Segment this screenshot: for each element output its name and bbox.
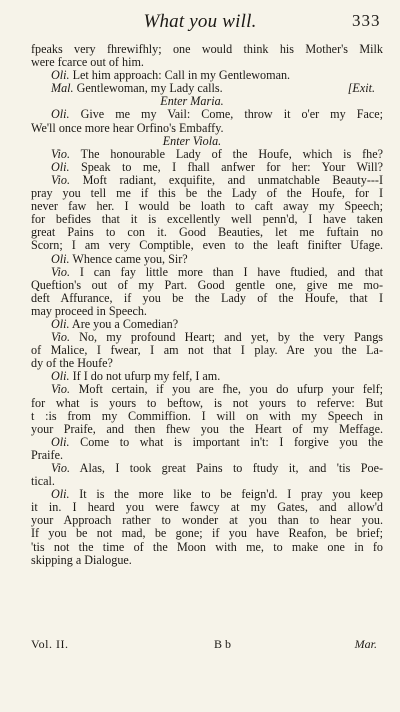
line-text <box>31 200 383 213</box>
speaker-name: Mal. <box>51 82 74 96</box>
dialogue-text: Alas, I took great Pains to ftudy it, and 'tis Poe- <box>70 462 383 475</box>
speaker-name: Vio. <box>51 331 70 345</box>
line-text <box>51 108 383 121</box>
dialogue-text: We'll once more hear Orfino's Embaffy. <box>31 121 224 135</box>
dialogue-text: If I do not ufurp my felf, I am. <box>69 370 221 384</box>
dialogue-text: for befides that it is excellently well penn'd, I have taken <box>31 213 383 227</box>
text-line <box>31 161 383 174</box>
line-text <box>31 305 147 318</box>
dialogue-text: Come to what is important in't: I forgive you the <box>69 435 383 449</box>
line-text <box>31 226 383 239</box>
text-line <box>31 200 383 213</box>
dialogue-text: your Praife, and then fhew you the Heart of my Meffage. <box>31 422 383 436</box>
dialogue-text: Enter Maria. <box>160 95 224 109</box>
text-line <box>31 397 383 410</box>
speaker-name: Oli. <box>51 370 70 384</box>
stage-direction <box>31 95 383 108</box>
text-line <box>31 357 383 370</box>
text-line <box>31 488 383 501</box>
text-line <box>31 331 383 344</box>
line-text <box>51 488 383 501</box>
line-text <box>51 174 383 187</box>
dialogue-text: Praife. <box>31 448 64 462</box>
text-line <box>31 449 383 462</box>
dialogue-text: The honourable Lady of the Houfe, which is fhe? <box>70 147 383 161</box>
speaker-name: Oli. <box>51 488 70 502</box>
dialogue-text: were fcarce out of him. <box>31 56 144 70</box>
text-line <box>31 423 383 436</box>
text-line <box>31 174 383 187</box>
line-text <box>31 357 113 370</box>
speaker-name: Vio. <box>51 147 70 161</box>
line-text <box>51 370 220 383</box>
text-line <box>31 266 383 279</box>
dialogue-text: No, my profound Heart; and yet, by the very Pangs <box>70 331 383 345</box>
dialogue-text: Scorn; I am very Comptible, even to the leaft finifter Ufage. <box>31 239 383 253</box>
text-line <box>31 122 383 135</box>
speaker-name: Oli. <box>51 108 70 122</box>
text-line <box>31 554 383 567</box>
page-number: 333 <box>352 11 381 30</box>
volume-marker: Vol. II. <box>31 637 69 651</box>
text-line <box>31 370 383 383</box>
dialogue-text: Moft radiant, exquifite, and unmatchable Beauty---I <box>70 173 383 187</box>
dialogue-text: Speak to me, I fhall anfwer for her: Your Will? <box>69 160 383 174</box>
line-text <box>31 475 55 488</box>
speaker-name: Vio. <box>51 383 70 397</box>
line-text <box>31 423 383 436</box>
speaker-name: Vio. <box>51 265 70 279</box>
dialogue-text: I can fay little more than I have ftudied, and that <box>70 265 383 279</box>
text-line <box>31 475 383 488</box>
line-text <box>31 239 383 252</box>
dialogue-text: pray you tell me if this be the Lady of the Houfe, for I <box>31 187 383 201</box>
dialogue-text: 'tis not the time of the Moon with me, to make one in fo <box>31 540 383 554</box>
text-line <box>31 383 383 396</box>
text-line <box>31 541 383 554</box>
speaker-name: Oli. <box>51 435 70 449</box>
line-text <box>31 527 383 540</box>
line-text <box>31 554 132 567</box>
text-line <box>31 56 383 69</box>
speaker-name: Oli. <box>51 317 70 331</box>
line-text <box>31 514 383 527</box>
dialogue-text: Whence came you, Sir? <box>69 252 188 266</box>
dialogue-text: t :is from my Commiffion. I will on with my Speech in <box>31 409 383 423</box>
dialogue-text: fpeaks very fhrewifhly; one would think his Mother's Milk <box>31 43 383 56</box>
line-text <box>51 82 223 95</box>
line-text <box>31 344 383 357</box>
line-text <box>31 56 144 69</box>
line-text <box>51 148 383 161</box>
stage-direction <box>31 135 383 148</box>
text-line <box>31 148 383 161</box>
dialogue-text: dy of the Houfe? <box>31 357 113 371</box>
line-text <box>51 436 383 449</box>
dialogue-text: Give me my Vail: Come, throw it o'er my Face; <box>69 108 383 122</box>
text-line <box>31 239 383 252</box>
text-line <box>31 108 383 121</box>
speaker-name: Vio. <box>51 173 70 187</box>
line-text <box>31 213 383 226</box>
speaker-name: Oli. <box>51 160 70 174</box>
dialogue-text: Gentlewoman, my Lady calls. <box>73 82 223 96</box>
line-text <box>160 95 223 108</box>
dialogue-text: It is the more like to be feign'd. I pray you keep <box>69 488 383 502</box>
text-line <box>31 344 383 357</box>
play-text <box>31 43 383 567</box>
text-line <box>31 69 383 82</box>
speaker-name: Oli. <box>51 252 70 266</box>
text-line <box>31 82 383 95</box>
line-text <box>51 266 383 279</box>
text-line <box>31 436 383 449</box>
line-text <box>31 122 224 135</box>
line-text <box>31 279 383 292</box>
dialogue-text: of Malice, I fwear, I am not that I play. Are you the La- <box>31 344 383 358</box>
dialogue-text: Queftion's out of my Part. Good gentle one, give me mo- <box>31 278 383 292</box>
line-text <box>51 69 290 82</box>
dialogue-text: Are you a Comedian? <box>69 317 179 331</box>
text-line <box>31 501 383 514</box>
dialogue-text: If you be not mad, be gone; if you have Reafon, be brief; <box>31 527 383 541</box>
page-footer <box>31 637 383 651</box>
text-line <box>31 410 383 423</box>
line-text <box>31 541 383 554</box>
text-line <box>31 514 383 527</box>
text-line <box>31 527 383 540</box>
running-title: What you will. <box>143 11 257 32</box>
dialogue-text: great Pains to con it. Good Beauties, let me fuftain no <box>31 226 383 240</box>
dialogue-text: skipping a Dialogue. <box>31 553 132 567</box>
line-text <box>163 135 221 148</box>
dialogue-text: tical. <box>31 475 55 489</box>
dialogue-text: Enter Viola. <box>162 134 222 148</box>
line-text <box>31 43 383 56</box>
line-text <box>51 253 188 266</box>
line-text <box>51 462 383 475</box>
dialogue-text: for what is yours to beftow, is not yours to referve: But <box>31 396 383 410</box>
text-line <box>31 279 383 292</box>
line-text <box>51 318 178 331</box>
line-text <box>31 449 63 462</box>
line-text <box>31 501 383 514</box>
dialogue-text: deft Affurance, if you be the Lady of the Houfe, that I <box>31 291 383 305</box>
text-line <box>31 187 383 200</box>
line-text <box>51 161 383 174</box>
line-text <box>31 292 383 305</box>
text-line <box>31 318 383 331</box>
dialogue-text: it in. I heard you were fawcy at my Gates, and allow'd <box>31 501 383 515</box>
speaker-name: Vio. <box>51 462 70 475</box>
text-line <box>31 253 383 266</box>
text-line <box>31 292 383 305</box>
dialogue-text: never faw her. I would be loath to caft away my Speech; <box>31 200 383 214</box>
dialogue-text: Let him approach: Call in my Gentlewoman. <box>69 69 291 83</box>
signature-mark: B b <box>214 637 232 651</box>
text-line <box>31 43 383 56</box>
dialogue-text: Moft certain, if you are fhe, you do ufurp your felf; <box>70 383 383 397</box>
line-text <box>31 410 383 423</box>
text-line <box>31 462 383 475</box>
dialogue-text: your Approach rather to wonder at you than to hear you. <box>31 514 383 528</box>
text-line <box>31 226 383 239</box>
text-line <box>31 305 383 318</box>
dialogue-text: may proceed in Speech. <box>31 304 147 318</box>
line-text <box>51 331 383 344</box>
exit-direction: [Exit. <box>347 82 375 96</box>
line-text <box>31 397 383 410</box>
line-text <box>51 383 383 396</box>
catchword: Mar. <box>354 637 377 651</box>
page-header <box>0 9 400 35</box>
line-text <box>31 187 383 200</box>
speaker-name: Oli. <box>51 69 70 83</box>
text-line <box>31 213 383 226</box>
